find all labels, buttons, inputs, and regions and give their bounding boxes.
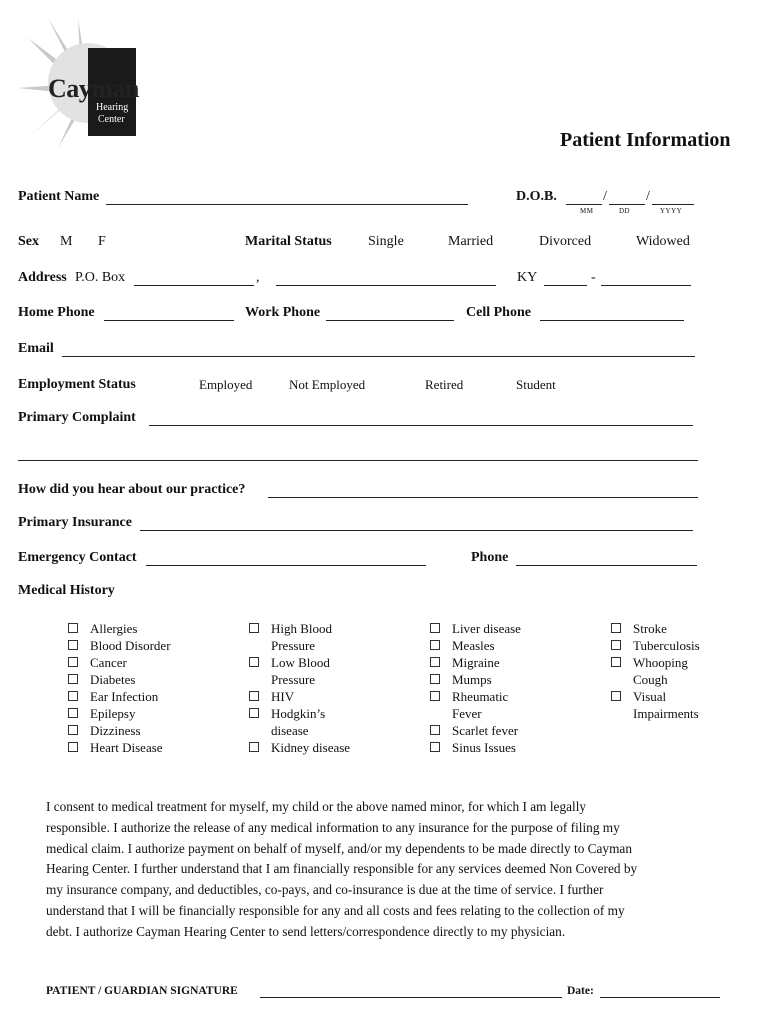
condition-item[interactable]: [430, 688, 521, 705]
emergency-phone-label: Phone: [471, 550, 509, 565]
condition-label: Whooping: [633, 655, 688, 670]
employment-option-student[interactable]: Student: [516, 377, 556, 392]
date-label: Date:: [567, 985, 594, 997]
checkbox-icon[interactable]: [430, 674, 440, 684]
condition-item[interactable]: [430, 722, 521, 739]
dob-day-field[interactable]: [609, 190, 645, 205]
dob-label: D.O.B.: [516, 189, 557, 204]
condition-label: Cough: [633, 672, 668, 687]
condition-label: Hodgkin’s: [271, 706, 326, 721]
condition-item[interactable]: [68, 620, 171, 637]
checkbox-icon[interactable]: [249, 708, 259, 718]
condition-label: Rheumatic: [452, 689, 509, 704]
condition-item[interactable]: [249, 688, 350, 705]
condition-label: Low Blood: [271, 655, 330, 670]
referral-source-field[interactable]: [268, 483, 698, 498]
condition-item[interactable]: [249, 705, 350, 722]
condition-label: Allergies: [90, 621, 138, 636]
marital-status-label: Marital Status: [245, 234, 332, 249]
condition-item[interactable]: [68, 654, 171, 671]
po-box-field[interactable]: [134, 271, 254, 286]
condition-label: Pressure: [271, 672, 316, 687]
consent-line: responsible. I authorize the release of any medical information to any insurance for the purpose of filing my: [46, 819, 620, 835]
primary-insurance-label: Primary Insurance: [18, 515, 132, 530]
sex-option-m[interactable]: M: [60, 234, 73, 249]
condition-item[interactable]: [249, 739, 350, 756]
checkbox-icon[interactable]: [430, 657, 440, 667]
signature-field[interactable]: [260, 985, 562, 998]
condition-label: Measles: [452, 638, 495, 653]
condition-item-continued: [249, 637, 350, 654]
condition-item[interactable]: [611, 688, 700, 705]
sex-option-f[interactable]: F: [98, 234, 106, 249]
marital-option-divorced[interactable]: Divorced: [539, 234, 592, 249]
page-title: Patient Information: [560, 129, 731, 151]
condition-item[interactable]: [68, 722, 171, 739]
primary-complaint-field-2[interactable]: [18, 446, 698, 461]
cell-phone-label: Cell Phone: [466, 305, 531, 320]
emergency-contact-field[interactable]: [146, 551, 426, 566]
condition-item[interactable]: [611, 620, 700, 637]
employment-option-employed[interactable]: Employed: [199, 377, 253, 392]
condition-item-continued: [249, 671, 350, 688]
condition-item[interactable]: [430, 671, 521, 688]
consent-line: debt. I authorize Cayman Hearing Center to send letters/correspondence directly to my physician.: [46, 923, 566, 939]
primary-complaint-field[interactable]: [149, 411, 693, 426]
sex-label: Sex: [18, 234, 39, 249]
condition-label: Ear Infection: [90, 689, 159, 704]
email-field[interactable]: [62, 342, 695, 357]
condition-item[interactable]: [68, 637, 171, 654]
date-field[interactable]: [600, 985, 720, 998]
referral-source-label: How did you hear about our practice?: [18, 482, 246, 497]
checkbox-icon[interactable]: [249, 657, 259, 667]
condition-label: Scarlet fever: [452, 723, 519, 738]
checkbox-icon[interactable]: [611, 623, 621, 633]
marital-option-single[interactable]: Single: [368, 234, 404, 249]
checkbox-icon[interactable]: [611, 691, 621, 701]
condition-label: Cancer: [90, 655, 127, 670]
condition-item[interactable]: [249, 620, 350, 637]
checkbox-icon[interactable]: [430, 691, 440, 701]
checkbox-icon[interactable]: [249, 742, 259, 752]
condition-item[interactable]: [68, 705, 171, 722]
medical-history-column-3: [430, 620, 521, 756]
primary-insurance-field[interactable]: [140, 516, 693, 531]
condition-label: Liver disease: [452, 621, 521, 636]
checkbox-icon[interactable]: [611, 657, 621, 667]
condition-label: Impairments: [633, 706, 699, 721]
consent-line: Hearing Center. I further understand that I am financially responsible for any services deemed Non Covered by: [46, 861, 638, 877]
checkbox-icon[interactable]: [249, 691, 259, 701]
marital-option-married[interactable]: Married: [448, 234, 494, 249]
employment-option-not-employed[interactable]: Not Employed: [289, 377, 366, 392]
consent-line: understand that I will be financially responsible for any and all costs and fees relating to the collection of my: [46, 902, 625, 918]
dob-mm-hint: MM: [580, 207, 594, 215]
consent-line: medical claim. I authorize payment on behalf of myself, and/or my dependents to be made directly to Cayman: [46, 840, 632, 856]
condition-item[interactable]: [68, 671, 171, 688]
condition-label: Kidney disease: [271, 740, 351, 755]
condition-label: Mumps: [452, 672, 492, 687]
condition-item[interactable]: [68, 688, 171, 705]
condition-item[interactable]: [430, 654, 521, 671]
dob-month-field[interactable]: [566, 190, 602, 205]
signature-label: PATIENT / GUARDIAN SIGNATURE: [46, 985, 238, 997]
condition-item[interactable]: [611, 654, 700, 671]
consent-line: I consent to medical treatment for myself, my child or the above named minor, for which I am legally: [46, 799, 587, 814]
condition-label: Pressure: [271, 638, 316, 653]
emergency-phone-field[interactable]: [516, 551, 697, 566]
checkbox-icon[interactable]: [68, 691, 78, 701]
work-phone-label: Work Phone: [245, 305, 321, 320]
condition-item-continued: [611, 705, 700, 722]
checkbox-icon[interactable]: [430, 742, 440, 752]
checkbox-icon[interactable]: [68, 657, 78, 667]
condition-label: Migraine: [452, 655, 500, 670]
checkbox-icon[interactable]: [430, 725, 440, 735]
condition-label: disease: [271, 723, 309, 738]
condition-item[interactable]: [430, 637, 521, 654]
dob-dd-hint: DD: [619, 207, 631, 215]
condition-item[interactable]: [611, 637, 700, 654]
condition-label: Blood Disorder: [90, 638, 171, 653]
checkbox-icon[interactable]: [68, 640, 78, 650]
marital-option-widowed[interactable]: Widowed: [636, 234, 690, 249]
dob-slash-1: /: [603, 189, 607, 204]
zip-dash: -: [591, 270, 596, 285]
patient-name-label: Patient Name: [18, 189, 100, 204]
condition-item-continued: [249, 722, 350, 739]
email-label: Email: [18, 341, 54, 356]
condition-label: Dizziness: [90, 723, 141, 738]
logo-sub2: Center: [98, 114, 125, 125]
employment-status-label: Employment Status: [18, 377, 136, 392]
condition-item[interactable]: [249, 654, 350, 671]
checkbox-icon[interactable]: [68, 742, 78, 752]
zip-ext-field[interactable]: [601, 271, 691, 286]
medical-history-label: Medical History: [18, 583, 115, 598]
condition-item-continued: [430, 705, 521, 722]
cell-phone-field[interactable]: [540, 306, 684, 321]
condition-label: Stroke: [633, 621, 667, 636]
patient-name-field[interactable]: [106, 190, 468, 205]
checkbox-icon[interactable]: [249, 623, 259, 633]
condition-label: Sinus Issues: [452, 740, 516, 755]
home-phone-label: Home Phone: [18, 305, 95, 320]
logo-name: Cayman: [48, 74, 139, 103]
condition-label: Epilepsy: [90, 706, 136, 721]
checkbox-icon[interactable]: [611, 640, 621, 650]
address-label: Address: [18, 270, 67, 285]
medical-history-column-1: [68, 620, 171, 756]
checkbox-icon[interactable]: [430, 640, 440, 650]
work-phone-field[interactable]: [326, 306, 454, 321]
dob-slash-2: /: [646, 189, 650, 204]
condition-label: Fever: [452, 706, 482, 721]
city-field[interactable]: [276, 271, 496, 286]
medical-history-column-4: [611, 620, 700, 722]
condition-label: High Blood: [271, 621, 333, 636]
condition-item-continued: [611, 671, 700, 688]
condition-label: Diabetes: [90, 672, 136, 687]
home-phone-field[interactable]: [104, 306, 234, 321]
condition-label: Tuberculosis: [633, 638, 700, 653]
condition-item[interactable]: [68, 739, 171, 756]
logo: [18, 18, 158, 148]
address-comma: ,: [256, 270, 260, 285]
logo-sub1: Hearing: [96, 102, 129, 113]
condition-label: HIV: [271, 689, 295, 704]
consent-line: my insurance company, and deductibles, co-pays, and co-insurance is due at the time of service. I further: [46, 882, 604, 898]
state-label: KY: [517, 270, 538, 285]
po-box-label: P.O. Box: [75, 270, 126, 285]
checkbox-icon[interactable]: [68, 623, 78, 633]
emergency-contact-label: Emergency Contact: [18, 550, 137, 565]
medical-history-column-2: [249, 620, 350, 756]
zip-field[interactable]: [544, 271, 587, 286]
condition-label: Heart Disease: [90, 740, 163, 755]
condition-item[interactable]: [430, 739, 521, 756]
condition-item[interactable]: [430, 620, 521, 637]
checkbox-icon[interactable]: [68, 674, 78, 684]
consent-paragraph: [46, 797, 736, 943]
employment-option-retired[interactable]: Retired: [425, 377, 464, 392]
condition-label: Visual: [633, 689, 667, 704]
dob-year-field[interactable]: [652, 190, 694, 205]
primary-complaint-label: Primary Complaint: [18, 410, 136, 425]
dob-yyyy-hint: YYYY: [660, 207, 683, 215]
checkbox-icon[interactable]: [68, 708, 78, 718]
checkbox-icon[interactable]: [68, 725, 78, 735]
checkbox-icon[interactable]: [430, 623, 440, 633]
